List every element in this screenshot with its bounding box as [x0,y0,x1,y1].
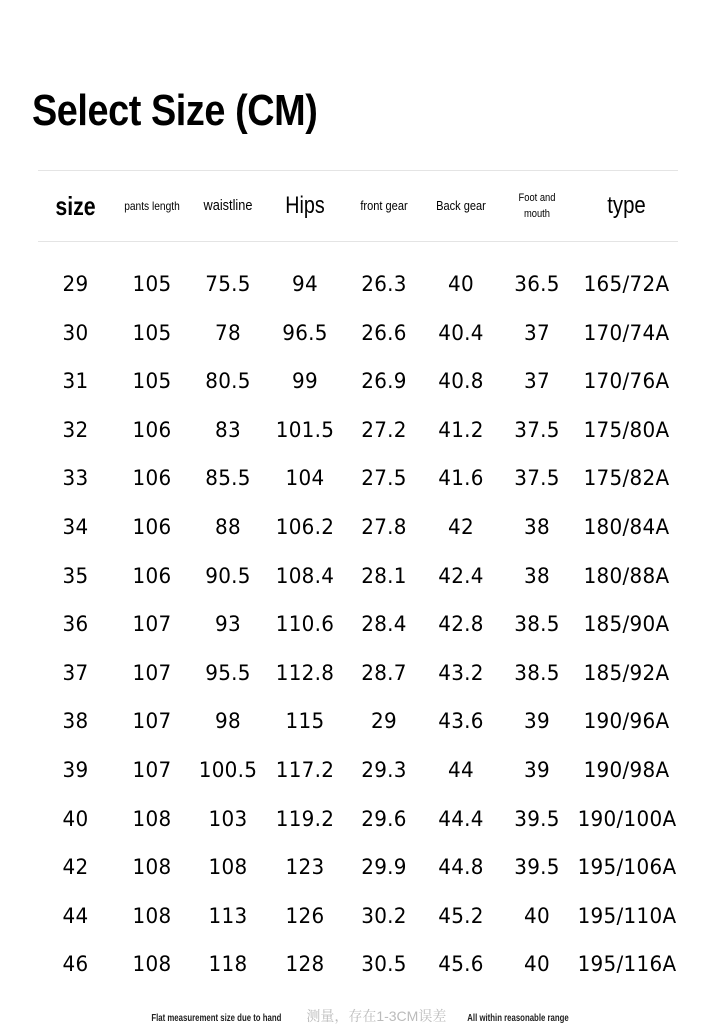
cell-back-gear: 40.8 [438,369,484,394]
column-header-foot-and-mouth: Foot and mouth [518,192,556,220]
table-row [38,649,678,698]
cell-pants-length: 106 [132,563,172,588]
footer-note [0,1006,716,1026]
cell-front-gear: 29.6 [361,806,407,831]
cell-foot-and-mouth: 37.5 [514,466,560,491]
table-row [38,503,678,552]
cell-foot-and-mouth: 40 [524,903,550,928]
cell-foot-and-mouth: 39 [524,757,550,782]
cell-hips: 94 [292,272,318,296]
cell-hips: 104 [285,466,325,491]
cell-size: 37 [62,660,89,685]
cell-foot-and-mouth: 37 [524,369,550,394]
cell-size: 35 [62,563,89,588]
cell-waistline: 78 [215,320,241,345]
cell-type: 190/100A [577,806,677,831]
cell-hips: 112.8 [275,660,335,685]
cell-type: 195/110A [577,903,677,928]
cell-type: 180/88A [583,563,670,588]
cell-hips: 110.6 [275,612,335,637]
cell-hips: 106.2 [275,514,335,539]
cell-type: 185/90A [583,612,670,637]
cell-waistline: 90.5 [205,563,251,588]
table-row [38,600,678,649]
cell-foot-and-mouth: 38 [524,563,550,588]
cell-foot-and-mouth: 38.5 [514,660,560,685]
cell-type: 175/80A [583,417,670,442]
header-bottom-divider [38,241,678,242]
table-row [38,260,678,309]
cell-back-gear: 43.6 [438,709,484,734]
cell-pants-length: 107 [132,612,172,637]
column-header-size: size [55,191,96,221]
cell-size: 32 [62,417,89,442]
cell-hips: 126 [285,903,325,928]
cell-type: 180/84A [583,514,670,539]
table-row [38,940,678,989]
table-row [38,697,678,746]
column-header-hips: Hips [285,192,325,219]
cell-hips: 123 [285,855,325,880]
cell-back-gear: 41.6 [438,466,484,491]
cell-waistline: 93 [215,612,241,637]
cell-back-gear: 44 [448,757,474,782]
cell-front-gear: 29 [371,709,397,734]
cell-size: 38 [62,709,89,734]
cell-pants-length: 108 [132,903,172,928]
cell-type: 170/74A [583,320,670,345]
cell-type: 195/106A [577,855,677,880]
cell-size: 34 [62,514,89,539]
cell-foot-and-mouth: 38 [524,514,550,539]
table-row [38,795,678,844]
cell-back-gear: 42.4 [438,563,484,588]
footer-note-left: Flat measurement size due to hand [151,1013,282,1024]
table-row [38,406,678,455]
table-row [38,892,678,941]
cell-hips: 99 [292,369,318,394]
cell-pants-length: 106 [132,514,172,539]
cell-waistline: 118 [208,952,248,977]
cell-front-gear: 30.5 [361,952,407,977]
cell-foot-and-mouth: 38.5 [514,612,560,637]
cell-front-gear: 28.1 [361,563,407,588]
cell-hips: 108.4 [275,563,335,588]
table-row [38,746,678,795]
size-table-body [38,260,678,989]
cell-waistline: 108 [208,855,248,880]
cell-size: 40 [62,806,89,831]
cell-foot-and-mouth: 37 [524,320,550,345]
cell-pants-length: 106 [132,417,172,442]
cell-type: 195/116A [577,952,677,977]
cell-front-gear: 26.3 [361,272,407,296]
cell-size: 46 [62,952,89,977]
cell-waistline: 75.5 [205,272,251,296]
cell-size: 29 [62,272,89,296]
cell-back-gear: 42.8 [438,612,484,637]
column-header-type: type [607,192,646,219]
cell-waistline: 80.5 [205,369,251,394]
cell-back-gear: 40 [448,272,474,296]
cell-foot-and-mouth: 39 [524,709,550,734]
column-header-front-gear: front gear [360,198,408,213]
table-header [38,171,678,241]
cell-foot-and-mouth: 39.5 [514,855,560,880]
table-row [38,552,678,601]
cell-front-gear: 27.8 [361,514,407,539]
cell-front-gear: 29.9 [361,855,407,880]
cell-hips: 128 [285,952,325,977]
cell-waistline: 88 [215,514,241,539]
cell-waistline: 83 [215,417,241,442]
cell-back-gear: 43.2 [438,660,484,685]
cell-pants-length: 107 [132,660,172,685]
cell-size: 31 [62,369,89,394]
cell-size: 30 [62,320,89,345]
cell-back-gear: 45.6 [438,952,484,977]
cell-pants-length: 108 [132,855,172,880]
cell-front-gear: 27.2 [361,417,407,442]
cell-type: 175/82A [583,466,670,491]
cell-hips: 101.5 [275,417,335,442]
cell-type: 190/96A [583,709,670,734]
cell-type: 170/76A [583,369,670,394]
footer-note-right: All within reasonable range [467,1013,569,1024]
cell-pants-length: 105 [132,320,172,345]
cell-front-gear: 27.5 [361,466,407,491]
table-row [38,454,678,503]
cell-hips: 96.5 [282,320,328,345]
cell-pants-length: 108 [132,806,172,831]
cell-type: 185/92A [583,660,670,685]
column-header-pants-length: pants length [124,199,180,213]
cell-back-gear: 45.2 [438,903,484,928]
cell-front-gear: 28.4 [361,612,407,637]
cell-front-gear: 26.9 [361,369,407,394]
cell-back-gear: 40.4 [438,320,484,345]
cell-hips: 117.2 [275,757,335,782]
footer-note-middle: 测量，存在1-3CM误差 [306,1008,447,1024]
cell-foot-and-mouth: 36.5 [514,272,560,296]
cell-front-gear: 29.3 [361,757,407,782]
cell-size: 44 [62,903,89,928]
cell-size: 33 [62,466,89,491]
cell-waistline: 98 [215,709,241,734]
table-row [38,357,678,406]
cell-type: 190/98A [583,757,670,782]
cell-back-gear: 44.8 [438,855,484,880]
cell-pants-length: 107 [132,757,172,782]
cell-waistline: 85.5 [205,466,251,491]
cell-waistline: 103 [208,806,248,831]
cell-waistline: 100.5 [198,757,258,782]
cell-pants-length: 108 [132,952,172,977]
cell-hips: 115 [285,709,325,734]
page-title: Select Size (CM) [32,86,318,135]
cell-type: 165/72A [583,272,670,296]
cell-front-gear: 30.2 [361,903,407,928]
column-header-back-gear: Back gear [436,198,486,213]
cell-size: 39 [62,757,89,782]
cell-back-gear: 42 [448,514,474,539]
cell-front-gear: 26.6 [361,320,407,345]
cell-foot-and-mouth: 37.5 [514,417,560,442]
cell-waistline: 113 [208,903,248,928]
cell-pants-length: 106 [132,466,172,491]
cell-pants-length: 105 [132,272,172,296]
cell-foot-and-mouth: 40 [524,952,550,977]
cell-hips: 119.2 [275,806,335,831]
cell-back-gear: 44.4 [438,806,484,831]
cell-foot-and-mouth: 39.5 [514,806,560,831]
cell-front-gear: 28.7 [361,660,407,685]
cell-size: 36 [62,612,89,637]
column-header-waistline: waistline [203,197,253,214]
cell-pants-length: 105 [132,369,172,394]
cell-waistline: 95.5 [205,660,251,685]
table-row [38,309,678,358]
cell-size: 42 [62,855,89,880]
cell-back-gear: 41.2 [438,417,484,442]
cell-pants-length: 107 [132,709,172,734]
table-row [38,843,678,892]
